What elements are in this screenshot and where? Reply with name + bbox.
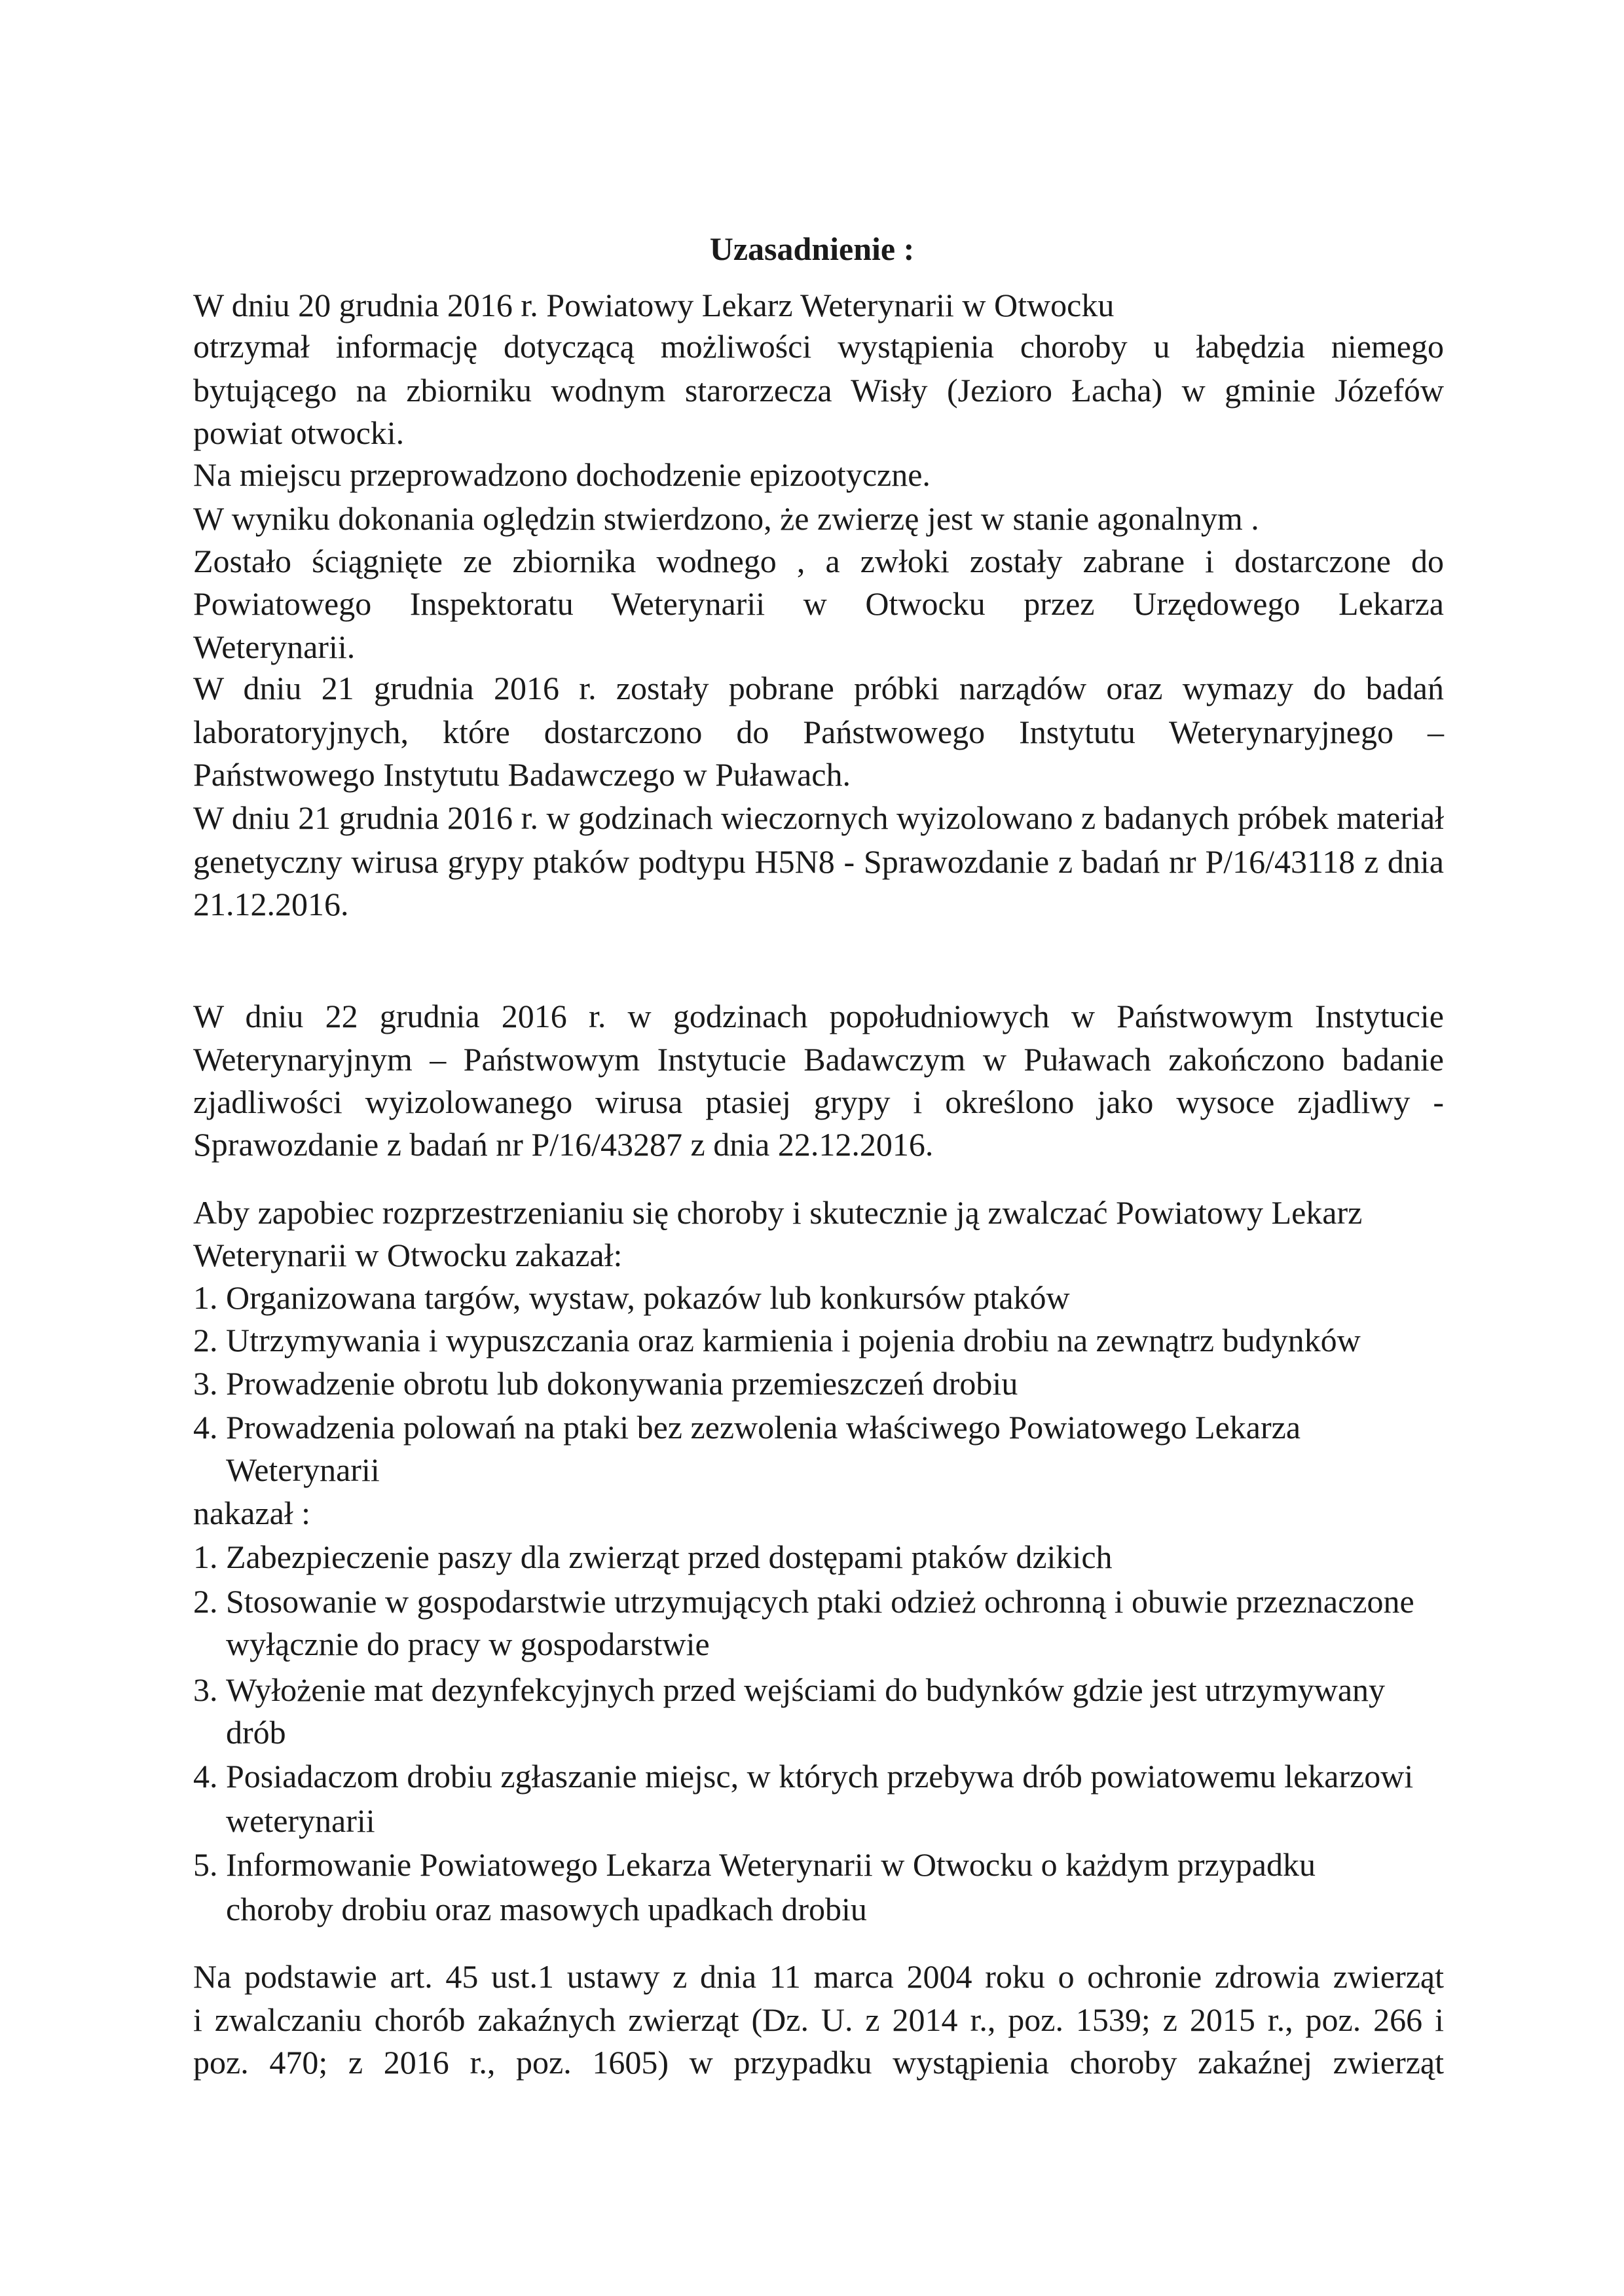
text-line: Na miejscu przeprowadzono dochodzenie epizootyczne. [193, 456, 931, 493]
text-line: Weterynarii. [193, 629, 356, 665]
list-number: 1. [193, 1279, 218, 1316]
text-line: powiat otwocki. [193, 414, 405, 451]
list-item: Posiadaczom drobiu zgłaszanie miejsc, w których przebywa drób powiatowemu lekarzowi [226, 1758, 1414, 1795]
text-line: Państwowego Instytutu Badawczego w Puławach. [193, 756, 851, 793]
list-item-continuation: wyłącznie do pracy w gospodarstwie [226, 1626, 710, 1662]
list-item: Utrzymywania i wypuszczania oraz karmienia i pojenia drobiu na zewnątrz budynków [226, 1322, 1361, 1358]
list-item: Informowanie Powiatowego Lekarza Weterynarii w Otwocku o każdym przypadku [226, 1846, 1316, 1883]
list-number: 4. [193, 1758, 218, 1795]
list-item-continuation: choroby drobiu oraz masowych upadkach drobiu [226, 1891, 867, 1927]
text-line: Na podstawie art. 45 ust.1 ustawy z dnia 11 marca 2004 roku o ochronie zdrowia zwierząt [193, 1958, 1444, 1995]
text-line: W dniu 22 grudnia 2016 r. w godzinach popołudniowych w Państwowym Instytucie [193, 998, 1444, 1034]
text-line: W dniu 20 grudnia 2016 r. Powiatowy Lekarz Weterynarii w Otwocku [193, 287, 1115, 323]
text-line: Weterynarii w Otwocku zakazał: [193, 1237, 623, 1273]
text-line: genetyczny wirusa grypy ptaków podtypu H5N8 - Sprawozdanie z badań nr P/16/43118 z dnia [193, 843, 1444, 880]
list-number: 4. [193, 1409, 218, 1446]
text-line: W wyniku dokonania oględzin stwierdzono, że zwierzę jest w stanie agonalnym . [193, 500, 1259, 537]
text-line: otrzymał informację dotyczącą możliwości wystąpienia choroby u łabędzia niemego [193, 328, 1444, 365]
text-line: Sprawozdanie z badań nr P/16/43287 z dnia 22.12.2016. [193, 1126, 934, 1163]
list-item-continuation: weterynarii [226, 1802, 375, 1839]
list-number: 3. [193, 1671, 218, 1708]
list-item: Zabezpieczenie paszy dla zwierząt przed dostępami ptaków dzikich [226, 1539, 1113, 1575]
text-line: 21.12.2016. [193, 886, 349, 922]
list-item: Organizowana targów, wystaw, pokazów lub konkursów ptaków [226, 1279, 1070, 1316]
text-line: Aby zapobiec rozprzestrzenianiu się choroby i skutecznie ją zwalczać Powiatowy Lekarz [193, 1194, 1363, 1231]
list-item: Prowadzenie obrotu lub dokonywania przemieszczeń drobiu [226, 1365, 1018, 1402]
list-item: Wyłożenie mat dezynfekcyjnych przed wejściami do budynków gdzie jest utrzymywany [226, 1671, 1386, 1708]
text-line: Weterynaryjnym – Państwowym Instytucie Badawczym w Puławach zakończono badanie [193, 1041, 1444, 1078]
text-line: Zostało ściągnięte ze zbiornika wodnego , a zwłoki zostały zabrane i dostarczone do [193, 543, 1444, 579]
list-number: 1. [193, 1539, 218, 1575]
list-number: 2. [193, 1322, 218, 1358]
text-line: poz. 470; z 2016 r., poz. 1605) w przypadku wystąpienia choroby zakaźnej zwierząt [193, 2044, 1444, 2081]
list-number: 3. [193, 1365, 218, 1402]
list-item: Stosowanie w gospodarstwie utrzymujących ptaki odzież ochronną i obuwie przeznaczone [226, 1583, 1414, 1620]
text-line: laboratoryjnych, które dostarczono do Państwowego Instytutu Weterynaryjnego – [193, 714, 1444, 750]
list-item-continuation: Weterynarii [226, 1451, 380, 1488]
text-line: bytującego na zbiorniku wodnym starorzecza Wisły (Jezioro Łacha) w gminie Józefów [193, 372, 1444, 409]
list-number: 2. [193, 1583, 218, 1620]
orders-label: nakazał : [193, 1495, 311, 1531]
text-line: zjadliwości wyizolowanego wirusa ptasiej grypy i określono jako wysoce zjadliwy - [193, 1084, 1444, 1120]
list-item: Prowadzenia polowań na ptaki bez zezwolenia właściwego Powiatowego Lekarza [226, 1409, 1301, 1446]
text-line: W dniu 21 grudnia 2016 r. w godzinach wieczornych wyizolowano z badanych próbek materiał [193, 799, 1444, 836]
text-line: i zwalczaniu chorób zakaźnych zwierząt (Dz. U. z 2014 r., poz. 1539; z 2015 r., poz. 266 i [193, 2001, 1444, 2038]
text-line: Powiatowego Inspektoratu Weterynarii w Otwocku przez Urzędowego Lekarza [193, 585, 1444, 622]
document-title: Uzasadnienie : [709, 230, 915, 267]
text-line: W dniu 21 grudnia 2016 r. zostały pobrane próbki narządów oraz wymazy do badań [193, 670, 1444, 706]
list-number: 5. [193, 1846, 218, 1883]
list-item-continuation: drób [226, 1714, 286, 1751]
